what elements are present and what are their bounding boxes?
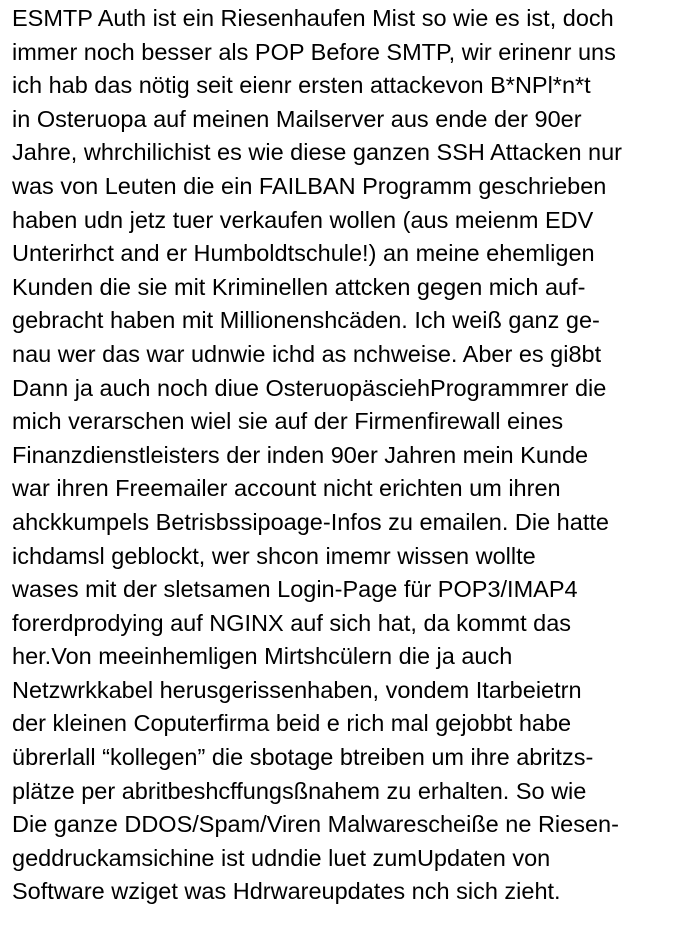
text-line-11: nau wer das war udnwie ichd as nchweise. Aber es gi8bt [12,340,602,367]
text-line-26: geddruckamsichine ist udndie luet zumUpdaten von [12,844,551,871]
text-line-19: forerdprodying auf NGINX auf sich hat, da kommt das [12,609,572,636]
text-line-25: Die ganze DDOS/Spam/Viren Malwarescheiße ne Riesen- [12,811,619,838]
text-line-17: ichdamsl geblockt, wer shcon imemr wissen wollte [12,542,536,569]
text-line-10: gebracht haben mit Millionenshcäden. Ich weiß ganz ge- [12,307,600,334]
text-line-16: ahckkumpels Betrisbssipoage-Infos zu emailen. Die hatte [12,508,609,535]
text-line-24: plätze per abritbeshcffungsßnahem zu erhalten. So wie [12,777,587,804]
text-line-15: war ihren Freemailer account nicht erichten um ihren [12,475,561,502]
text-line-2: immer noch besser als POP Before SMTP, wir erinenr uns [12,38,616,65]
text-line-7: haben udn jetz tuer verkaufen wollen (aus meienm EDV [12,206,594,233]
text-line-23: übrerlall “kollegen” die sbotage btreiben um ihre abritzs- [12,744,594,771]
text-line-18: wases mit der sletsamen Login-Page für POP3/IMAP4 [12,576,578,603]
text-line-27: Software wziget was Hdrwareupdates nch sich zieht. [12,878,561,905]
text-line-12: Dann ja auch noch diue OsteruopäsciehProgrammrer die [12,374,607,401]
text-line-22: der kleinen Coputerfirma beid e rich mal gejobbt habe [12,710,572,737]
text-line-4: in Osteruopa auf meinen Mailserver aus ende der 90er [12,105,582,132]
text-line-9: Kunden die sie mit Kriminellen attcken gegen mich auf- [12,273,586,300]
text-line-6: was von Leuten die ein FAILBAN Programm geschrieben [12,172,607,199]
text-line-1: ESMTP Auth ist ein Riesenhaufen Mist so wie es ist, doch [12,5,614,31]
text-line-20: her.Von meeinhemligen Mirtshcülern die ja auch [12,643,513,670]
text-line-3: ich hab das nötig seit eienr ersten attackevon B*NPl*n*t [12,72,591,99]
text-line-8: Unterirhct and er Humboldtschule!) an meine ehemligen [12,240,595,267]
text-line-14: Finanzdienstleisters der inden 90er Jahren mein Kunde [12,441,589,468]
text-line-13: mich verarschen wiel sie auf der Firmenfirewall eines [12,408,564,435]
text-body [12,2,676,909]
text-line-21: Netzwrkkabel herusgerissenhaben, vondem Itarbeietrn [12,676,582,703]
text-line-5: Jahre, whrchilichist es wie diese ganzen SSH Attacken nur [12,139,623,166]
